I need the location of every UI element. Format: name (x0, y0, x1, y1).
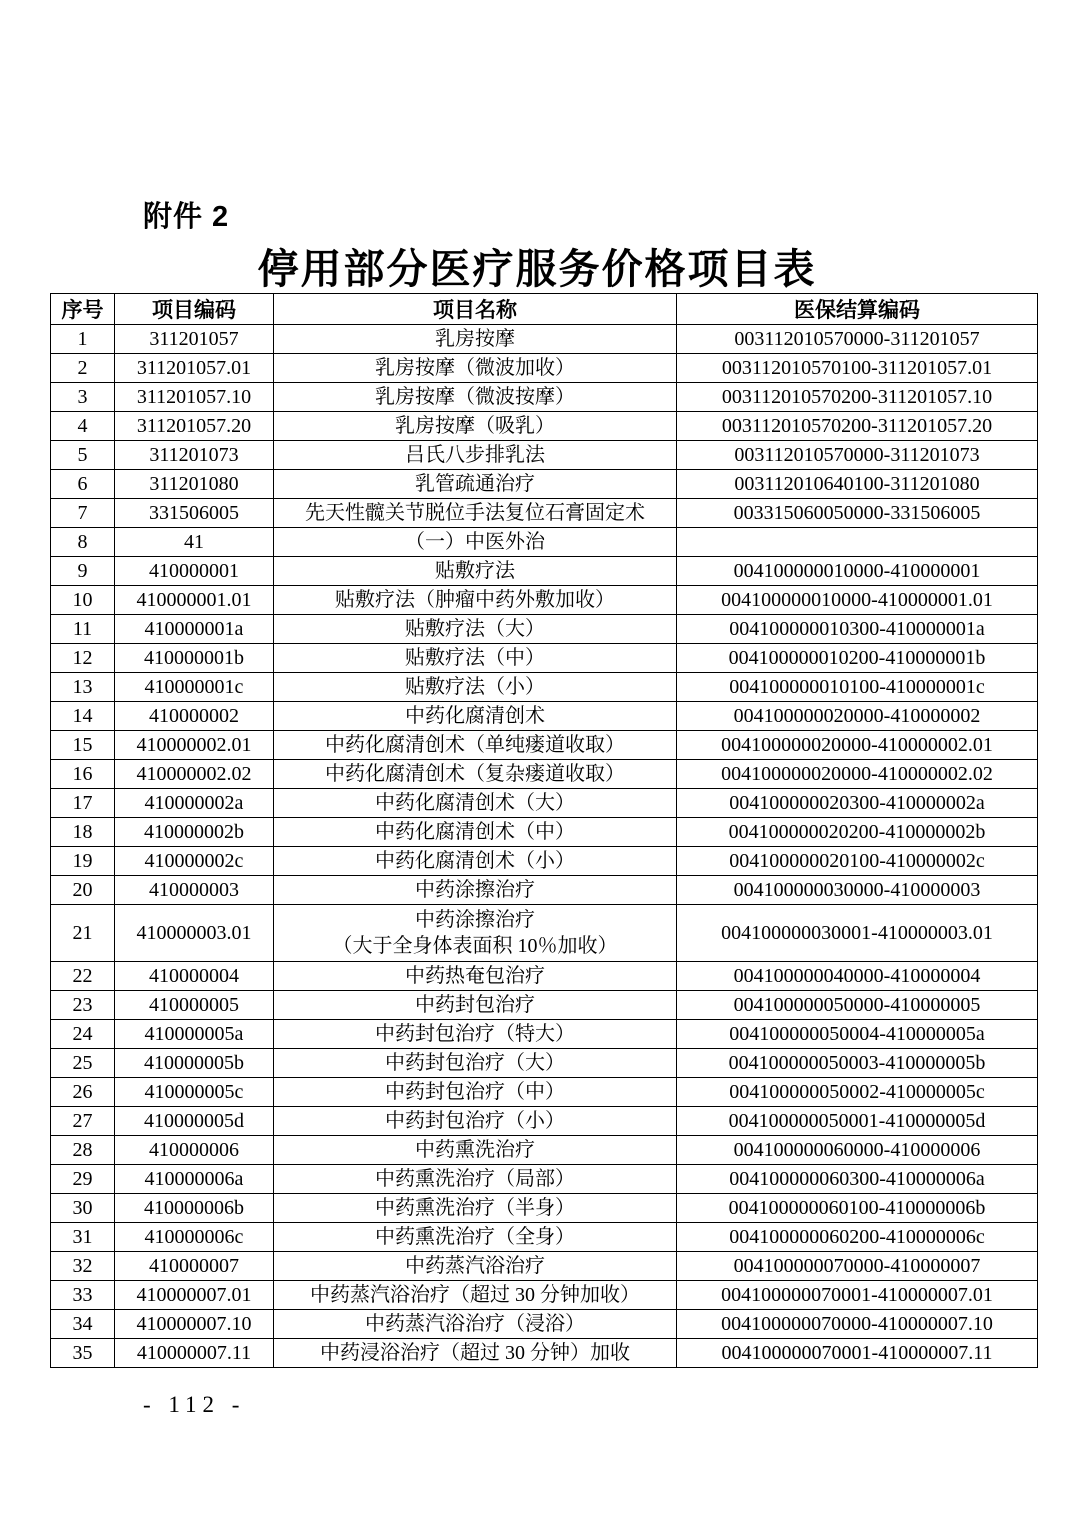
column-header-item-code: 项目编码 (115, 294, 274, 325)
settle-code-cell: 004100000070001-410000007.11 (677, 1339, 1038, 1368)
item-code-cell: 311201073 (115, 441, 274, 470)
settle-code-cell: 003315060050000-331506005 (677, 499, 1038, 528)
item-name-cell: 贴敷疗法 (274, 557, 677, 586)
settle-code-cell: 004100000010100-410000001c (677, 673, 1038, 702)
item-code-cell: 410000005c (115, 1078, 274, 1107)
item-code-cell: 410000006b (115, 1194, 274, 1223)
item-code-cell: 410000001c (115, 673, 274, 702)
item-code-cell: 331506005 (115, 499, 274, 528)
item-name-cell: 中药涂擦治疗 (274, 876, 677, 905)
item-code-cell: 410000001 (115, 557, 274, 586)
item-code-cell: 410000005b (115, 1049, 274, 1078)
table-row (51, 1252, 1038, 1281)
settle-code-cell (677, 528, 1038, 557)
row-index-cell: 27 (51, 1107, 115, 1136)
item-code-cell: 410000005a (115, 1020, 274, 1049)
item-name-cell: 中药蒸汽浴治疗（浸浴） (274, 1310, 677, 1339)
row-index-cell: 3 (51, 383, 115, 412)
settle-code-cell: 004100000050001-410000005d (677, 1107, 1038, 1136)
table-row (51, 586, 1038, 615)
item-name-cell: 中药熏洗治疗（全身） (274, 1223, 677, 1252)
item-code-cell: 410000007 (115, 1252, 274, 1281)
item-code-cell: 410000007.01 (115, 1281, 274, 1310)
table-row (51, 441, 1038, 470)
row-index-cell: 34 (51, 1310, 115, 1339)
item-name-cell: 中药封包治疗（中） (274, 1078, 677, 1107)
settle-code-cell: 004100000020000-410000002.01 (677, 731, 1038, 760)
column-header-index: 序号 (51, 294, 115, 325)
row-index-cell: 33 (51, 1281, 115, 1310)
table-row (51, 760, 1038, 789)
settle-code-cell: 004100000060300-410000006a (677, 1165, 1038, 1194)
table-row (51, 876, 1038, 905)
row-index-cell: 13 (51, 673, 115, 702)
row-index-cell: 8 (51, 528, 115, 557)
table-row (51, 354, 1038, 383)
table-row (51, 1339, 1038, 1368)
row-index-cell: 31 (51, 1223, 115, 1252)
item-name-cell: （一）中医外治 (274, 528, 677, 557)
settle-code-cell: 004100000030001-410000003.01 (677, 905, 1038, 962)
settle-code-cell: 003112010570000-311201057 (677, 325, 1038, 354)
column-header-settle-code: 医保结算编码 (677, 294, 1038, 325)
item-name-cell: 先天性髋关节脱位手法复位石膏固定术 (274, 499, 677, 528)
row-index-cell: 16 (51, 760, 115, 789)
item-code-cell: 311201057.01 (115, 354, 274, 383)
item-name-cell: 中药化腐清创术（大） (274, 789, 677, 818)
item-name-cell: 中药浸浴治疗（超过 30 分钟）加收 (274, 1339, 677, 1368)
item-name-cell: 中药化腐清创术（小） (274, 847, 677, 876)
table-row (51, 1049, 1038, 1078)
row-index-cell: 9 (51, 557, 115, 586)
table-row (51, 905, 1038, 962)
item-name-cell: 乳房按摩（吸乳） (274, 412, 677, 441)
row-index-cell: 11 (51, 615, 115, 644)
item-name-cell: 中药熏洗治疗（局部） (274, 1165, 677, 1194)
row-index-cell: 32 (51, 1252, 115, 1281)
row-index-cell: 29 (51, 1165, 115, 1194)
item-code-cell: 410000002.02 (115, 760, 274, 789)
item-name-cell: 乳房按摩 (274, 325, 677, 354)
row-index-cell: 21 (51, 905, 115, 962)
item-code-cell: 311201080 (115, 470, 274, 499)
item-code-cell: 410000002c (115, 847, 274, 876)
settle-code-cell: 004100000050004-410000005a (677, 1020, 1038, 1049)
row-index-cell: 10 (51, 586, 115, 615)
settle-code-cell: 004100000030000-410000003 (677, 876, 1038, 905)
table-row (51, 962, 1038, 991)
settle-code-cell: 003112010570100-311201057.01 (677, 354, 1038, 383)
row-index-cell: 14 (51, 702, 115, 731)
item-name-cell: 中药封包治疗（特大） (274, 1020, 677, 1049)
row-index-cell: 22 (51, 962, 115, 991)
settle-code-cell: 003112010570200-311201057.20 (677, 412, 1038, 441)
item-name-cell: 乳管疏通治疗 (274, 470, 677, 499)
row-index-cell: 35 (51, 1339, 115, 1368)
table-row (51, 1078, 1038, 1107)
row-index-cell: 12 (51, 644, 115, 673)
row-index-cell: 2 (51, 354, 115, 383)
item-code-cell: 410000004 (115, 962, 274, 991)
settle-code-cell: 004100000070000-410000007 (677, 1252, 1038, 1281)
settle-code-cell: 004100000060100-410000006b (677, 1194, 1038, 1223)
table-row (51, 557, 1038, 586)
item-name-cell: 中药熏洗治疗（半身） (274, 1194, 677, 1223)
row-index-cell: 30 (51, 1194, 115, 1223)
row-index-cell: 20 (51, 876, 115, 905)
settle-code-cell: 004100000010200-410000001b (677, 644, 1038, 673)
settle-code-cell: 003112010570000-311201073 (677, 441, 1038, 470)
item-code-cell: 410000006a (115, 1165, 274, 1194)
price-items-table (50, 293, 1038, 1368)
item-code-cell: 410000007.10 (115, 1310, 274, 1339)
table-row (51, 470, 1038, 499)
item-name-cell: 中药封包治疗（小） (274, 1107, 677, 1136)
item-code-cell: 410000001.01 (115, 586, 274, 615)
table-row (51, 644, 1038, 673)
table-row (51, 528, 1038, 557)
item-name-cell: 中药热奄包治疗 (274, 962, 677, 991)
table-row (51, 1310, 1038, 1339)
settle-code-cell: 004100000020100-410000002c (677, 847, 1038, 876)
table-row (51, 702, 1038, 731)
item-name-cell: 中药化腐清创术（中） (274, 818, 677, 847)
table-row (51, 673, 1038, 702)
item-code-cell: 410000002.01 (115, 731, 274, 760)
table-row (51, 1223, 1038, 1252)
settle-code-cell: 004100000020300-410000002a (677, 789, 1038, 818)
table-row (51, 325, 1038, 354)
table-row (51, 615, 1038, 644)
item-name-cell: 贴敷疗法（小） (274, 673, 677, 702)
row-index-cell: 15 (51, 731, 115, 760)
item-code-cell: 410000005 (115, 991, 274, 1020)
item-code-cell: 41 (115, 528, 274, 557)
item-code-cell: 410000007.11 (115, 1339, 274, 1368)
item-code-cell: 410000005d (115, 1107, 274, 1136)
settle-code-cell: 004100000060200-410000006c (677, 1223, 1038, 1252)
table-row (51, 412, 1038, 441)
item-code-cell: 410000001a (115, 615, 274, 644)
item-name-cell: 中药蒸汽浴治疗（超过 30 分钟加收） (274, 1281, 677, 1310)
settle-code-cell: 004100000010000-410000001 (677, 557, 1038, 586)
table-row (51, 731, 1038, 760)
table-row (51, 1107, 1038, 1136)
item-code-cell: 410000003 (115, 876, 274, 905)
settle-code-cell: 004100000050003-410000005b (677, 1049, 1038, 1078)
settle-code-cell: 004100000020000-410000002 (677, 702, 1038, 731)
column-header-item-name: 项目名称 (274, 294, 677, 325)
row-index-cell: 23 (51, 991, 115, 1020)
item-code-cell: 311201057.10 (115, 383, 274, 412)
table-row (51, 383, 1038, 412)
row-index-cell: 6 (51, 470, 115, 499)
item-name-cell: 中药涂擦治疗 （大于全身体表面积 10％加收） (274, 905, 677, 962)
item-name-cell: 中药蒸汽浴治疗 (274, 1252, 677, 1281)
settle-code-cell: 003112010640100-311201080 (677, 470, 1038, 499)
item-code-cell: 410000002 (115, 702, 274, 731)
item-name-cell: 中药化腐清创术（单纯瘘道收取） (274, 731, 677, 760)
table-row (51, 1194, 1038, 1223)
item-name-cell: 贴敷疗法（中） (274, 644, 677, 673)
settle-code-cell: 004100000060000-410000006 (677, 1136, 1038, 1165)
row-index-cell: 17 (51, 789, 115, 818)
item-name-cell: 中药化腐清创术（复杂瘘道收取） (274, 760, 677, 789)
row-index-cell: 28 (51, 1136, 115, 1165)
page-title: 停用部分医疗服务价格项目表 (257, 246, 817, 292)
table-body (51, 325, 1038, 1368)
item-code-cell: 311201057.20 (115, 412, 274, 441)
item-name-cell: 中药化腐清创术 (274, 702, 677, 731)
table-row (51, 1020, 1038, 1049)
item-code-cell: 410000001b (115, 644, 274, 673)
settle-code-cell: 004100000040000-410000004 (677, 962, 1038, 991)
item-name-cell: 中药熏洗治疗 (274, 1136, 677, 1165)
settle-code-cell: 004100000050002-410000005c (677, 1078, 1038, 1107)
table-row (51, 1281, 1038, 1310)
settle-code-cell: 004100000070001-410000007.01 (677, 1281, 1038, 1310)
item-code-cell: 311201057 (115, 325, 274, 354)
row-index-cell: 26 (51, 1078, 115, 1107)
settle-code-cell: 004100000010300-410000001a (677, 615, 1038, 644)
row-index-cell: 4 (51, 412, 115, 441)
table-row (51, 789, 1038, 818)
item-name-cell: 乳房按摩（微波按摩） (274, 383, 677, 412)
settle-code-cell: 004100000020200-410000002b (677, 818, 1038, 847)
table-row (51, 1136, 1038, 1165)
row-index-cell: 7 (51, 499, 115, 528)
settle-code-cell: 004100000070000-410000007.10 (677, 1310, 1038, 1339)
item-code-cell: 410000002b (115, 818, 274, 847)
page-number: - 112 - (143, 1392, 246, 1417)
item-code-cell: 410000006 (115, 1136, 274, 1165)
item-code-cell: 410000006c (115, 1223, 274, 1252)
item-name-cell: 中药封包治疗 (274, 991, 677, 1020)
item-name-cell: 中药封包治疗（大） (274, 1049, 677, 1078)
item-code-cell: 410000003.01 (115, 905, 274, 962)
row-index-cell: 19 (51, 847, 115, 876)
item-name-cell: 吕氏八步排乳法 (274, 441, 677, 470)
row-index-cell: 1 (51, 325, 115, 354)
settle-code-cell: 004100000010000-410000001.01 (677, 586, 1038, 615)
settle-code-cell: 003112010570200-311201057.10 (677, 383, 1038, 412)
row-index-cell: 18 (51, 818, 115, 847)
table-row (51, 818, 1038, 847)
settle-code-cell: 004100000050000-410000005 (677, 991, 1038, 1020)
item-code-cell: 410000002a (115, 789, 274, 818)
table-row (51, 499, 1038, 528)
table-row (51, 991, 1038, 1020)
settle-code-cell: 004100000020000-410000002.02 (677, 760, 1038, 789)
attachment-label: 附件 2 (143, 201, 230, 233)
table-row (51, 1165, 1038, 1194)
table-row (51, 847, 1038, 876)
item-name-cell: 贴敷疗法（大） (274, 615, 677, 644)
item-name-cell: 贴敷疗法（肿瘤中药外敷加收） (274, 586, 677, 615)
row-index-cell: 25 (51, 1049, 115, 1078)
item-name-cell: 乳房按摩（微波加收） (274, 354, 677, 383)
row-index-cell: 24 (51, 1020, 115, 1049)
table-header-row (51, 294, 1038, 325)
row-index-cell: 5 (51, 441, 115, 470)
